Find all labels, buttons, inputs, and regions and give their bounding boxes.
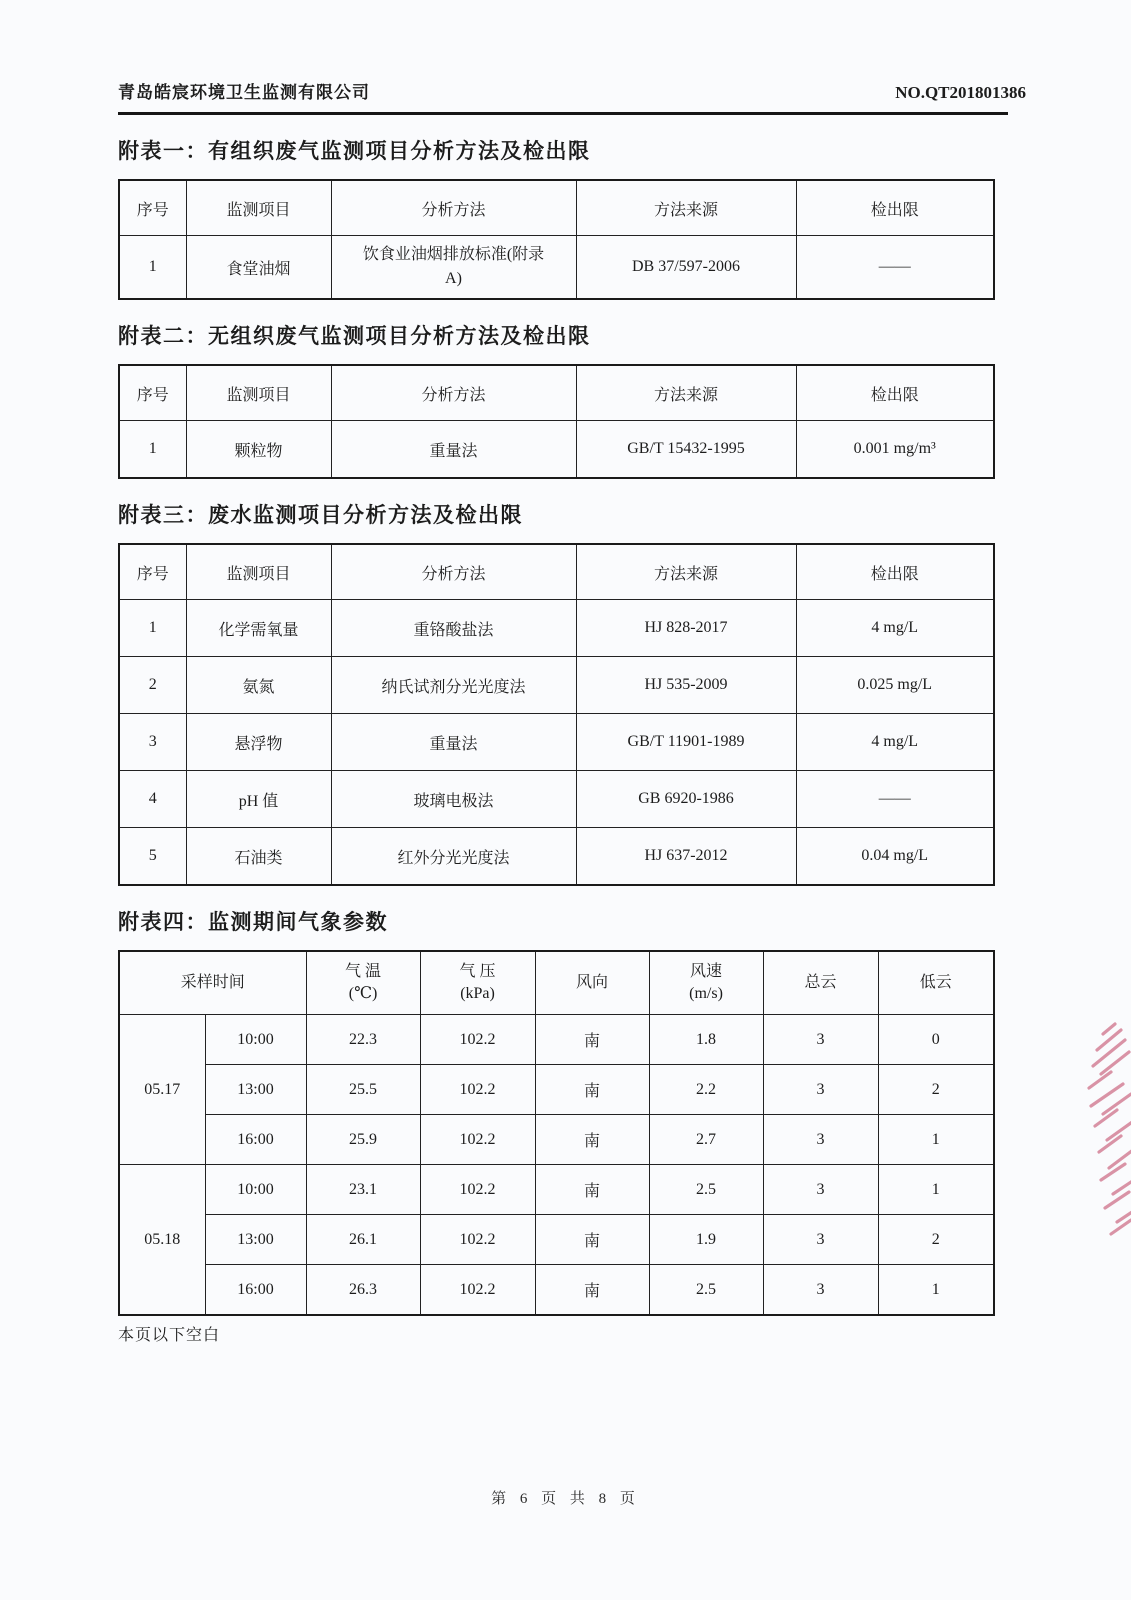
table3-wastewater xyxy=(118,543,995,886)
cell-source: GB 6920-1986 xyxy=(576,771,796,828)
cell-press: 102.2 xyxy=(420,1015,535,1065)
report-number: NO.QT201801386 xyxy=(895,83,1026,102)
cell-time: 10:00 xyxy=(205,1165,306,1215)
col-header: 分析方法 xyxy=(331,544,576,600)
header-line: 风速 xyxy=(690,963,723,981)
cell-low-cloud: 0 xyxy=(878,1015,994,1065)
table-row xyxy=(119,714,994,771)
cell-item: 悬浮物 xyxy=(186,714,331,771)
cell-limit: —— xyxy=(796,236,994,300)
cell-wind-dir: 南 xyxy=(535,1165,649,1215)
cell-source: GB/T 11901-1989 xyxy=(576,714,796,771)
cell-method: 重量法 xyxy=(331,714,576,771)
col-header: 监测项目 xyxy=(186,180,331,236)
cell-wind-dir: 南 xyxy=(535,1065,649,1115)
cell-press: 102.2 xyxy=(420,1115,535,1165)
header-rule xyxy=(118,112,1008,115)
cell-total-cloud: 3 xyxy=(763,1015,878,1065)
cell-limit: 0.04 mg/L xyxy=(796,828,994,886)
col-header: 方法来源 xyxy=(576,544,796,600)
table-row xyxy=(119,600,994,657)
cell-item: 食堂油烟 xyxy=(186,236,331,300)
cell-low-cloud: 1 xyxy=(878,1265,994,1316)
table-row xyxy=(119,1215,994,1265)
table1-organized-exhaust xyxy=(118,179,995,300)
cell-temp: 22.3 xyxy=(306,1015,420,1065)
cell-wind-speed: 2.5 xyxy=(649,1265,763,1316)
cell-source: HJ 535-2009 xyxy=(576,657,796,714)
cell-press: 102.2 xyxy=(420,1215,535,1265)
header-line: 气 温 xyxy=(345,963,382,981)
cell-wind-dir: 南 xyxy=(535,1265,649,1316)
cell-wind-speed: 2.5 xyxy=(649,1165,763,1215)
cell-temp: 26.3 xyxy=(306,1265,420,1316)
cell-no: 1 xyxy=(119,236,186,300)
col-header: 分析方法 xyxy=(331,180,576,236)
cell-item: 石油类 xyxy=(186,828,331,886)
table4-weather-params xyxy=(118,950,995,1316)
blank-below-note: 本页以下空白 xyxy=(118,1327,221,1344)
header-line: 气 压 xyxy=(459,963,496,981)
cell-limit: 0.025 mg/L xyxy=(796,657,994,714)
table-row xyxy=(119,1065,994,1115)
cell-press: 102.2 xyxy=(420,1065,535,1115)
cell-limit: 4 mg/L xyxy=(796,600,994,657)
cell-time: 13:00 xyxy=(205,1065,306,1115)
cell-item: 氨氮 xyxy=(186,657,331,714)
cell-item: pH 值 xyxy=(186,771,331,828)
col-header: 监测项目 xyxy=(186,365,331,421)
col-header-pressure xyxy=(420,951,535,1015)
cell-item: 颗粒物 xyxy=(186,421,331,479)
col-header: 方法来源 xyxy=(576,365,796,421)
cell-source: HJ 637-2012 xyxy=(576,828,796,886)
cell-time: 13:00 xyxy=(205,1215,306,1265)
cell-total-cloud: 3 xyxy=(763,1215,878,1265)
cell-item: 化学需氧量 xyxy=(186,600,331,657)
table-row xyxy=(119,421,994,479)
cell-wind-dir: 南 xyxy=(535,1015,649,1065)
col-header-temperature xyxy=(306,951,420,1015)
cell-wind-speed: 1.9 xyxy=(649,1215,763,1265)
cell-temp: 23.1 xyxy=(306,1165,420,1215)
cell-no: 3 xyxy=(119,714,186,771)
cell-source: HJ 828-2017 xyxy=(576,600,796,657)
col-header: 方法来源 xyxy=(576,180,796,236)
table3-header-row xyxy=(119,544,994,600)
table-row xyxy=(119,1165,994,1215)
page-number-footer: 第 6 页 共 8 页 xyxy=(491,1491,640,1507)
col-header-low-cloud: 低云 xyxy=(878,951,994,1015)
cell-limit: —— xyxy=(796,771,994,828)
col-header: 检出限 xyxy=(796,180,994,236)
table-row xyxy=(119,828,994,886)
table3-title: 附表三：废水监测项目分析方法及检出限 xyxy=(118,503,523,527)
cell-time: 16:00 xyxy=(205,1115,306,1165)
cell-wind-speed: 1.8 xyxy=(649,1015,763,1065)
cell-low-cloud: 1 xyxy=(878,1165,994,1215)
cell-no: 1 xyxy=(119,421,186,479)
cell-time: 10:00 xyxy=(205,1015,306,1065)
table2-header-row xyxy=(119,365,994,421)
table-row xyxy=(119,1115,994,1165)
company-name: 青岛皓宸环境卫生监测有限公司 xyxy=(118,83,370,102)
table-row xyxy=(119,1265,994,1316)
red-stamp-fragment xyxy=(1073,1022,1131,1237)
cell-total-cloud: 3 xyxy=(763,1065,878,1115)
col-header: 监测项目 xyxy=(186,544,331,600)
cell-temp: 26.1 xyxy=(306,1215,420,1265)
cell-low-cloud: 2 xyxy=(878,1065,994,1115)
cell-low-cloud: 1 xyxy=(878,1115,994,1165)
col-header-wind-speed xyxy=(649,951,763,1015)
cell-wind-dir: 南 xyxy=(535,1115,649,1165)
cell-no: 2 xyxy=(119,657,186,714)
cell-wind-speed: 2.2 xyxy=(649,1065,763,1115)
cell-total-cloud: 3 xyxy=(763,1165,878,1215)
col-header-total-cloud: 总云 xyxy=(763,951,878,1015)
header-line: (℃) xyxy=(348,985,378,1002)
table1-header-row xyxy=(119,180,994,236)
cell-limit: 0.001 mg/m³ xyxy=(796,421,994,479)
cell-low-cloud: 2 xyxy=(878,1215,994,1265)
cell-source: DB 37/597-2006 xyxy=(576,236,796,300)
cell-date: 05.18 xyxy=(119,1165,205,1316)
col-header: 序号 xyxy=(119,544,186,600)
cell-wind-speed: 2.7 xyxy=(649,1115,763,1165)
table4-header-row xyxy=(119,951,994,1015)
col-header: 检出限 xyxy=(796,544,994,600)
table2-title: 附表二：无组织废气监测项目分析方法及检出限 xyxy=(118,324,591,348)
cell-total-cloud: 3 xyxy=(763,1115,878,1165)
col-header-wind-direction: 风向 xyxy=(535,951,649,1015)
table-row xyxy=(119,657,994,714)
table2-unorganized-exhaust xyxy=(118,364,995,479)
table4-title: 附表四：监测期间气象参数 xyxy=(118,910,388,934)
col-header-sampling-time: 采样时间 xyxy=(119,951,306,1015)
table1-title: 附表一：有组织废气监测项目分析方法及检出限 xyxy=(118,139,591,163)
cell-press: 102.2 xyxy=(420,1265,535,1316)
cell-source: GB/T 15432-1995 xyxy=(576,421,796,479)
cell-limit: 4 mg/L xyxy=(796,714,994,771)
cell-press: 102.2 xyxy=(420,1165,535,1215)
col-header: 序号 xyxy=(119,365,186,421)
document-header xyxy=(118,78,1026,103)
col-header: 序号 xyxy=(119,180,186,236)
cell-time: 16:00 xyxy=(205,1265,306,1316)
table-row xyxy=(119,236,994,300)
table-row xyxy=(119,771,994,828)
cell-temp: 25.5 xyxy=(306,1065,420,1115)
cell-wind-dir: 南 xyxy=(535,1215,649,1265)
cell-date: 05.17 xyxy=(119,1015,205,1165)
cell-no: 5 xyxy=(119,828,186,886)
col-header: 检出限 xyxy=(796,365,994,421)
cell-method: 玻璃电极法 xyxy=(331,771,576,828)
page-content xyxy=(118,78,1026,1345)
cell-method: 重量法 xyxy=(331,421,576,479)
cell-method: 纳氏试剂分光光度法 xyxy=(331,657,576,714)
cell-no: 4 xyxy=(119,771,186,828)
cell-temp: 25.9 xyxy=(306,1115,420,1165)
header-line: (kPa) xyxy=(460,985,495,1002)
cell-method: 重铬酸盐法 xyxy=(331,600,576,657)
cell-no: 1 xyxy=(119,600,186,657)
cell-method: 红外分光光度法 xyxy=(331,828,576,886)
header-line: (m/s) xyxy=(689,985,723,1002)
cell-method: 饮食业油烟排放标准(附录A) xyxy=(331,236,576,300)
cell-total-cloud: 3 xyxy=(763,1265,878,1316)
col-header: 分析方法 xyxy=(331,365,576,421)
table-row xyxy=(119,1015,994,1065)
